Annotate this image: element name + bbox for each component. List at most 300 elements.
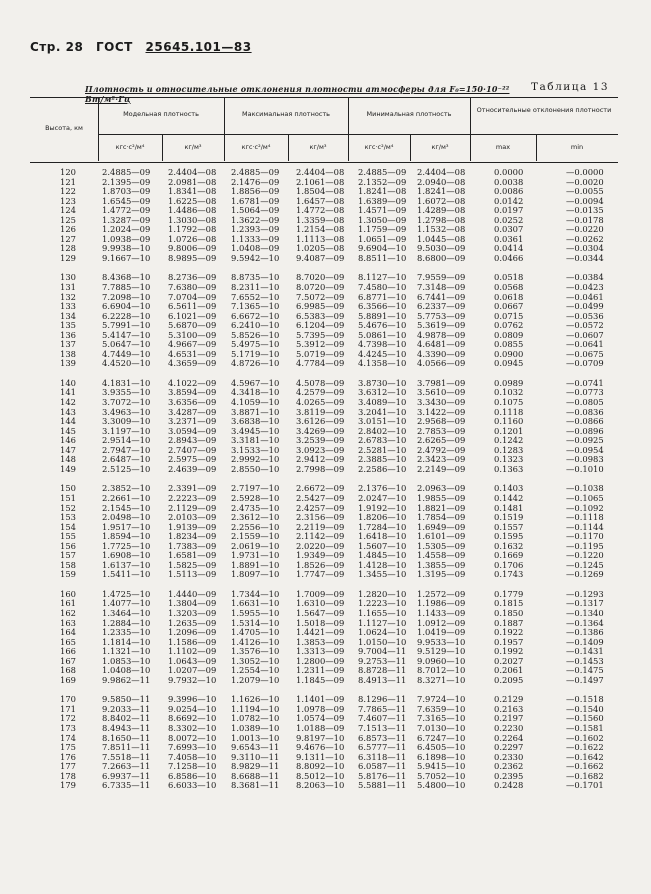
col-rel-min: min bbox=[570, 143, 584, 151]
table-cell: 0.0855 bbox=[494, 339, 524, 350]
table-cell: 1.6225—08 bbox=[168, 195, 217, 206]
col-max: Максимальная плотность bbox=[242, 110, 330, 118]
table-cell: 1.5607—10 bbox=[358, 540, 407, 551]
table-cell: 8.0720—09 bbox=[296, 282, 345, 293]
table-cell: —0.1092 bbox=[566, 502, 604, 513]
table-cell: 1.6137—10 bbox=[102, 559, 151, 570]
table-cell: 1.1194—10 bbox=[231, 703, 280, 714]
table-cell: 7.1513—11 bbox=[358, 722, 407, 733]
table-cell: 1.4486—08 bbox=[168, 205, 217, 216]
table-cell: 1.4725—10 bbox=[102, 588, 151, 599]
col-model: Модельная плотность bbox=[123, 110, 199, 118]
table-cell: 6.2410—10 bbox=[231, 320, 280, 331]
table-cell: 6.1021—09 bbox=[168, 310, 217, 321]
table-cell: 1.2820—10 bbox=[358, 588, 407, 599]
table-cell: 6.9937—11 bbox=[102, 770, 151, 781]
table-cell: 142 bbox=[60, 397, 76, 408]
table-cell: 0.2264 bbox=[494, 732, 524, 743]
table-cell: 0.1442 bbox=[494, 492, 524, 503]
table-cell: 8.1296—11 bbox=[358, 694, 407, 705]
table-cell: 2.1061—08 bbox=[296, 176, 345, 187]
table-cell: 1.8856—09 bbox=[231, 186, 280, 197]
table-cell: 4.7784—09 bbox=[296, 358, 345, 369]
table-cell: 1.3313—09 bbox=[296, 646, 345, 657]
table-cell: 1.7383—09 bbox=[168, 540, 217, 551]
table-cell: —0.0572 bbox=[566, 320, 604, 331]
table-cell: 137 bbox=[60, 339, 76, 350]
table-cell: 3.3430—09 bbox=[417, 397, 466, 408]
table-cell: 0.0361 bbox=[494, 233, 524, 244]
table-cell: 0.1118 bbox=[494, 406, 524, 417]
table-cell: 8.9829—11 bbox=[231, 761, 280, 772]
table-cell: 2.4404—08 bbox=[296, 167, 345, 177]
table-cell: 9.9938—10 bbox=[102, 243, 151, 254]
table-cell: 2.5125—10 bbox=[102, 463, 151, 474]
table-cell: 3.7981—09 bbox=[417, 377, 466, 388]
table-cell: 5.0719—09 bbox=[296, 348, 345, 359]
table-cell: 141 bbox=[60, 387, 76, 398]
table-cell: 0.0989 bbox=[494, 377, 524, 388]
table-row bbox=[30, 570, 618, 580]
table-cell: —0.0836 bbox=[566, 406, 604, 417]
table-cell: 0.2129 bbox=[494, 694, 524, 705]
table-cell: 144 bbox=[60, 416, 76, 427]
table-cell: 2.7853—09 bbox=[417, 425, 466, 436]
table-cell: 0.1557 bbox=[494, 521, 524, 532]
table-cell: 0.1632 bbox=[494, 540, 524, 551]
table-cell: 2.4639—09 bbox=[168, 463, 217, 474]
table-cell: 1.6631—10 bbox=[231, 598, 280, 609]
table-cell: 2.0498—10 bbox=[102, 512, 151, 523]
table-cell: 2.3391—09 bbox=[168, 483, 217, 494]
table-cell: 9.6904—10 bbox=[358, 243, 407, 254]
table-cell: 1.8594—10 bbox=[102, 531, 151, 542]
table-cell: 7.4058—10 bbox=[168, 751, 217, 762]
table-cell: 165 bbox=[60, 636, 76, 647]
table-cell: 1.6418—10 bbox=[358, 531, 407, 542]
table-cell: 4.0265—09 bbox=[296, 397, 345, 408]
table-cell: 0.0086 bbox=[494, 186, 524, 197]
table-cell: 1.8821—09 bbox=[417, 502, 466, 513]
table-cell: —0.0896 bbox=[566, 425, 604, 436]
table-cell: 129 bbox=[60, 252, 76, 263]
table-cell: 2.8402—10 bbox=[358, 425, 407, 436]
page-number: Стр. 28 bbox=[30, 40, 84, 54]
table-cell: 0.1743 bbox=[494, 569, 524, 580]
table-cell: 2.0940—08 bbox=[417, 176, 466, 187]
table-cell: 1.3576—10 bbox=[231, 646, 280, 657]
table-cell: 2.6672—09 bbox=[296, 483, 345, 494]
table-cell: —0.0866 bbox=[566, 416, 604, 427]
table-cell: 9.9533—10 bbox=[417, 636, 466, 647]
table-cell: 0.1075 bbox=[494, 397, 524, 408]
table-cell: 9.4676—10 bbox=[296, 742, 345, 753]
table-cell: 7.4607—11 bbox=[358, 713, 407, 724]
table-cell: 1.8504—08 bbox=[296, 186, 345, 197]
table-cell: 148 bbox=[60, 454, 76, 465]
table-cell: 1.2800—09 bbox=[296, 655, 345, 666]
table-cell: 8.8092—10 bbox=[296, 761, 345, 772]
table-cell: 1.0574—09 bbox=[296, 713, 345, 724]
table-cell: 0.1242 bbox=[494, 435, 524, 446]
table-cell: —0.0954 bbox=[566, 444, 604, 455]
table-cell: 1.4128—10 bbox=[358, 559, 407, 570]
table-cell: 1.0853—10 bbox=[102, 655, 151, 666]
table-cell: 2.2586—10 bbox=[358, 463, 407, 474]
table-cell: —0.0536 bbox=[566, 310, 604, 321]
table-cell: 3.6126—09 bbox=[296, 416, 345, 427]
table-cell: 3.3009—10 bbox=[102, 416, 151, 427]
table-cell: 0.0568 bbox=[494, 282, 524, 293]
table-cell: 1.8703—09 bbox=[102, 186, 151, 197]
table-cell: 1.5647—09 bbox=[296, 607, 345, 618]
table-cell: 2.4404—08 bbox=[417, 167, 466, 177]
table-cell: 8.5012—10 bbox=[296, 770, 345, 781]
table-cell: 0.0518 bbox=[494, 272, 524, 283]
table-cell: 120 bbox=[60, 167, 76, 177]
table-cell: 8.7012—10 bbox=[417, 665, 466, 676]
table-cell: 156 bbox=[60, 540, 76, 551]
table-cell: 2.8550—10 bbox=[231, 463, 280, 474]
table-caption: Плотность и относительные отклонения плотности атмосферы для F₀=150·10⁻²² Вт/м²·Гц bbox=[85, 84, 510, 104]
table-cell: 4.0566—09 bbox=[417, 358, 466, 369]
table-cell: 171 bbox=[60, 703, 76, 714]
table-cell: 123 bbox=[60, 195, 76, 206]
table-cell: 5.8891—10 bbox=[358, 310, 407, 321]
table-cell: 7.5072—09 bbox=[296, 291, 345, 302]
table-cell: 6.5611—09 bbox=[168, 301, 217, 312]
table-cell: 1.0624—10 bbox=[358, 627, 407, 638]
table-cell: 0.1519 bbox=[494, 512, 524, 523]
table-cell: 2.3156—09 bbox=[296, 512, 345, 523]
table-cell: 8.8402—11 bbox=[102, 713, 151, 724]
table-cell: 4.9667—09 bbox=[168, 339, 217, 350]
table-cell: 1.0013—10 bbox=[231, 732, 280, 743]
table-cell: 1.5955—10 bbox=[231, 607, 280, 618]
table-cell: 7.0130—10 bbox=[417, 722, 466, 733]
table-cell: 1.5113—09 bbox=[168, 569, 217, 580]
table-cell: —0.1431 bbox=[566, 646, 604, 657]
table-cell: 1.3050—09 bbox=[358, 214, 407, 225]
table-cell: —0.1010 bbox=[566, 463, 604, 474]
table-cell: 4.3390—09 bbox=[417, 348, 466, 359]
table-cell: 1.6581—09 bbox=[168, 550, 217, 561]
table-cell: 0.0809 bbox=[494, 329, 524, 340]
header-divider bbox=[98, 134, 618, 135]
table-cell: 3.3181—10 bbox=[231, 435, 280, 446]
table-cell: 158 bbox=[60, 559, 76, 570]
table-cell: 9.7932—10 bbox=[168, 674, 217, 685]
table-cell: 6.7247—10 bbox=[417, 732, 466, 743]
table-cell: 5.7991—10 bbox=[102, 320, 151, 331]
table-cell: 2.1352—09 bbox=[358, 176, 407, 187]
table-cell: 2.6265—09 bbox=[417, 435, 466, 446]
table-cell: 1.0726—08 bbox=[168, 233, 217, 244]
table-cell: 1.0207—09 bbox=[168, 665, 217, 676]
table-cell: —0.1560 bbox=[566, 713, 604, 724]
table-cell: 1.3052—10 bbox=[231, 655, 280, 666]
table-cell: 4.5967—10 bbox=[231, 377, 280, 388]
table-cell: 1.9349—09 bbox=[296, 550, 345, 561]
table-cell: 1.8241—08 bbox=[417, 186, 466, 197]
table-cell: 5.3912—09 bbox=[296, 339, 345, 350]
table-cell: —0.1364 bbox=[566, 617, 604, 628]
table-cell: 2.0247—10 bbox=[358, 492, 407, 503]
table-cell: —0.0055 bbox=[566, 186, 604, 197]
table-cell: 0.1323 bbox=[494, 454, 524, 465]
table-cell: 136 bbox=[60, 329, 76, 340]
table-cell: 3.8119—09 bbox=[296, 406, 345, 417]
table-cell: 1.2311—09 bbox=[296, 665, 345, 676]
table-cell: 1.4440—09 bbox=[168, 588, 217, 599]
table-cell: 1.6908—10 bbox=[102, 550, 151, 561]
table-cell: 0.1595 bbox=[494, 531, 524, 542]
table-cell: 7.3148—09 bbox=[417, 282, 466, 293]
table-cell: 5.4800—10 bbox=[417, 780, 466, 791]
table-cell: 1.5064—09 bbox=[231, 205, 280, 216]
table-cell: 0.2095 bbox=[494, 674, 524, 685]
table-cell: 0.1957 bbox=[494, 636, 524, 647]
table-cell: —0.0304 bbox=[566, 243, 604, 254]
table-cell: 1.1626—10 bbox=[231, 694, 280, 705]
table-cell: 177 bbox=[60, 761, 76, 772]
table-cell: 3.4269—09 bbox=[296, 425, 345, 436]
table-cell: 0.1363 bbox=[494, 463, 524, 474]
table-cell: 8.2311—10 bbox=[231, 282, 280, 293]
table-cell: —0.0741 bbox=[566, 377, 604, 388]
table-cell: 1.2223—10 bbox=[358, 598, 407, 609]
table-cell: 4.5078—09 bbox=[296, 377, 345, 388]
table-cell: 0.1706 bbox=[494, 559, 524, 570]
table-cell: —0.1662 bbox=[566, 761, 604, 772]
table-cell: —0.0135 bbox=[566, 205, 604, 216]
table-cell: 1.1655—10 bbox=[358, 607, 407, 618]
table-cell: 2.4885—09 bbox=[231, 167, 280, 177]
table-cell: —0.1293 bbox=[566, 588, 604, 599]
table-row bbox=[30, 676, 618, 686]
table-cell: 1.5314—10 bbox=[231, 617, 280, 628]
table-cell: 2.4885—09 bbox=[358, 167, 407, 177]
table-cell: 1.0912—09 bbox=[417, 617, 466, 628]
table-cell: 2.1376—10 bbox=[358, 483, 407, 494]
row-group bbox=[30, 379, 618, 474]
table-cell: 1.6545—09 bbox=[102, 195, 151, 206]
table-cell: 6.3118—11 bbox=[358, 751, 407, 762]
table-cell: 2.2556—10 bbox=[231, 521, 280, 532]
table-cell: 4.9878—09 bbox=[417, 329, 466, 340]
table-cell: 166 bbox=[60, 646, 76, 657]
table-cell: 8.2063—10 bbox=[296, 780, 345, 791]
table-cell: 1.9855—09 bbox=[417, 492, 466, 503]
table-cell: 6.5777—11 bbox=[358, 742, 407, 753]
table-cell: 0.2027 bbox=[494, 655, 524, 666]
table-cell: 1.2024—09 bbox=[102, 224, 151, 235]
table-cell: 1.7009—09 bbox=[296, 588, 345, 599]
table-cell: 1.0419—09 bbox=[417, 627, 466, 638]
table-cell: —0.1317 bbox=[566, 598, 604, 609]
table-cell: 6.6904—10 bbox=[102, 301, 151, 312]
table-cell: 1.1532—08 bbox=[417, 224, 466, 235]
table-cell: 9.9862—11 bbox=[102, 674, 151, 685]
table-cell: 140 bbox=[60, 377, 76, 388]
table-cell: 3.6356—09 bbox=[168, 397, 217, 408]
table-cell: 1.6072—08 bbox=[417, 195, 466, 206]
table-cell: 4.7449—10 bbox=[102, 348, 151, 359]
table-cell: 1.3622—09 bbox=[231, 214, 280, 225]
table-cell: 8.6800—09 bbox=[417, 252, 466, 263]
table-cell: —0.1386 bbox=[566, 627, 604, 638]
table-cell: 159 bbox=[60, 569, 76, 580]
table-cell: 8.3681—11 bbox=[231, 780, 280, 791]
table-cell: —0.0709 bbox=[566, 358, 604, 369]
table-cell: 1.1792—08 bbox=[168, 224, 217, 235]
table-cell: 7.6359—10 bbox=[417, 703, 466, 714]
table-cell: 8.3302—10 bbox=[168, 722, 217, 733]
table-cell: —0.1475 bbox=[566, 665, 604, 676]
table-cell: —0.1118 bbox=[566, 512, 604, 523]
gost-label: ГОСТ bbox=[95, 40, 133, 54]
table-cell: 1.6781—09 bbox=[231, 195, 280, 206]
table-cell: 173 bbox=[60, 722, 76, 733]
table-cell: 4.8726—10 bbox=[231, 358, 280, 369]
table-cell: 0.1283 bbox=[494, 444, 524, 455]
table-cell: 6.1898—10 bbox=[417, 751, 466, 762]
table-cell: —0.1497 bbox=[566, 674, 604, 685]
table-cell: 2.2149—09 bbox=[417, 463, 466, 474]
table-cell: 7.7885—10 bbox=[102, 282, 151, 293]
table-cell: 2.9514—10 bbox=[102, 435, 151, 446]
table-cell: 1.3195—09 bbox=[417, 569, 466, 580]
table-cell: 3.0151—10 bbox=[358, 416, 407, 427]
table-cell: 1.8206—10 bbox=[358, 512, 407, 523]
table-cell: 1.6389—09 bbox=[358, 195, 407, 206]
table-cell: 5.6870—09 bbox=[168, 320, 217, 331]
table-cell: 134 bbox=[60, 310, 76, 321]
table-cell: 7.4580—10 bbox=[358, 282, 407, 293]
table-cell: 130 bbox=[60, 272, 76, 283]
table-cell: —0.1453 bbox=[566, 655, 604, 666]
table-cell: 1.0651—09 bbox=[358, 233, 407, 244]
table-cell: —0.1622 bbox=[566, 742, 604, 753]
table-cell: 2.1559—10 bbox=[231, 531, 280, 542]
table-cell: 1.4421—09 bbox=[296, 627, 345, 638]
table-cell: 4.1022—09 bbox=[168, 377, 217, 388]
header-divider bbox=[348, 97, 349, 161]
table-cell: 175 bbox=[60, 742, 76, 753]
table-cell: 1.1845—09 bbox=[296, 674, 345, 685]
table-cell: 5.4147—10 bbox=[102, 329, 151, 340]
table-cell: 1.4705—10 bbox=[231, 627, 280, 638]
table-cell: 6.4505—10 bbox=[417, 742, 466, 753]
table-cell: 5.0861—10 bbox=[358, 329, 407, 340]
table-cell: 8.3271—10 bbox=[417, 674, 466, 685]
table-cell: —0.1065 bbox=[566, 492, 604, 503]
table-cell: 0.1850 bbox=[494, 607, 524, 618]
table-cell: 1.6101—09 bbox=[417, 531, 466, 542]
table-cell: 1.4558—09 bbox=[417, 550, 466, 561]
table-cell: 1.4077—10 bbox=[102, 598, 151, 609]
table-cell: 0.2163 bbox=[494, 703, 524, 714]
table-cell: 6.2337—09 bbox=[417, 301, 466, 312]
table-cell: 121 bbox=[60, 176, 76, 187]
table-cell: 5.3619—09 bbox=[417, 320, 466, 331]
table-cell: 170 bbox=[60, 694, 76, 705]
table-cell: 127 bbox=[60, 233, 76, 244]
table-cell: 1.5305—09 bbox=[417, 540, 466, 551]
table-cell: 5.7052—10 bbox=[417, 770, 466, 781]
row-group bbox=[30, 590, 618, 685]
table-cell: 152 bbox=[60, 502, 76, 513]
table-cell: 2.3612—10 bbox=[231, 512, 280, 523]
table-cell: 9.3110—11 bbox=[231, 751, 280, 762]
table-cell: 1.1433—09 bbox=[417, 607, 466, 618]
table-cell: 3.1533—10 bbox=[231, 444, 280, 455]
col-min: Минимальная плотность bbox=[366, 110, 452, 118]
table-cell: 3.2539—09 bbox=[296, 435, 345, 446]
table-cell: 2.4404—08 bbox=[168, 167, 217, 177]
table-cell: 1.5825—09 bbox=[168, 559, 217, 570]
table-cell: 2.4257—09 bbox=[296, 502, 345, 513]
table-cell: 2.9568—09 bbox=[417, 416, 466, 427]
table-cell: 4.1358—10 bbox=[358, 358, 407, 369]
table-cell: —0.1518 bbox=[566, 694, 604, 705]
table-cell: 8.8728—11 bbox=[358, 665, 407, 676]
table-cell: 2.1142—09 bbox=[296, 531, 345, 542]
table-cell: 1.0782—10 bbox=[231, 713, 280, 724]
table-cell: 1.0150—10 bbox=[358, 636, 407, 647]
table-cell: 176 bbox=[60, 751, 76, 762]
table-cell: 5.8526—10 bbox=[231, 329, 280, 340]
table-cell: 1.2635—09 bbox=[168, 617, 217, 628]
table-cell: 1.0643—09 bbox=[168, 655, 217, 666]
table-label: Таблица 13 bbox=[531, 81, 609, 93]
table-cell: 3.6312—10 bbox=[358, 387, 407, 398]
table-cell: 0.1032 bbox=[494, 387, 524, 398]
table-cell: —0.0983 bbox=[566, 454, 604, 465]
col-rel-max: max bbox=[495, 143, 511, 151]
table-cell: 2.5975—09 bbox=[168, 454, 217, 465]
table-cell: 0.0307 bbox=[494, 224, 524, 235]
table-cell: 8.9895—09 bbox=[168, 252, 217, 263]
table-cell: 6.5383—09 bbox=[296, 310, 345, 321]
table-cell: 160 bbox=[60, 588, 76, 599]
table-cell: 1.2572—09 bbox=[417, 588, 466, 599]
table-cell: —0.1269 bbox=[566, 569, 604, 580]
table-cell: 8.2736—09 bbox=[168, 272, 217, 283]
table-cell: 1.8097—10 bbox=[231, 569, 280, 580]
table-cell: 9.5030—09 bbox=[417, 243, 466, 254]
table-cell: 8.4913—11 bbox=[358, 674, 407, 685]
table-cell: —0.1701 bbox=[566, 780, 604, 791]
table-cell: 8.4943—11 bbox=[102, 722, 151, 733]
table-cell: 3.8871—10 bbox=[231, 406, 280, 417]
table-cell: 4.6481—09 bbox=[417, 339, 466, 350]
table-cell: 146 bbox=[60, 435, 76, 446]
table-cell: —0.1409 bbox=[566, 636, 604, 647]
table-cell: 1.3359—08 bbox=[296, 214, 345, 225]
table-cell: 1.1401—09 bbox=[296, 694, 345, 705]
table-cell: 0.2197 bbox=[494, 713, 524, 724]
table-cell: 149 bbox=[60, 463, 76, 474]
table-cell: 178 bbox=[60, 770, 76, 781]
table-cell: 1.2393—09 bbox=[231, 224, 280, 235]
table-body bbox=[30, 168, 618, 801]
table-cell: 9.4087—09 bbox=[296, 252, 345, 263]
table-cell: 2.4792—09 bbox=[417, 444, 466, 455]
table-cell: 1.6457—08 bbox=[296, 195, 345, 206]
table-cell: 1.4126—10 bbox=[231, 636, 280, 647]
table-cell: 0.2330 bbox=[494, 751, 524, 762]
